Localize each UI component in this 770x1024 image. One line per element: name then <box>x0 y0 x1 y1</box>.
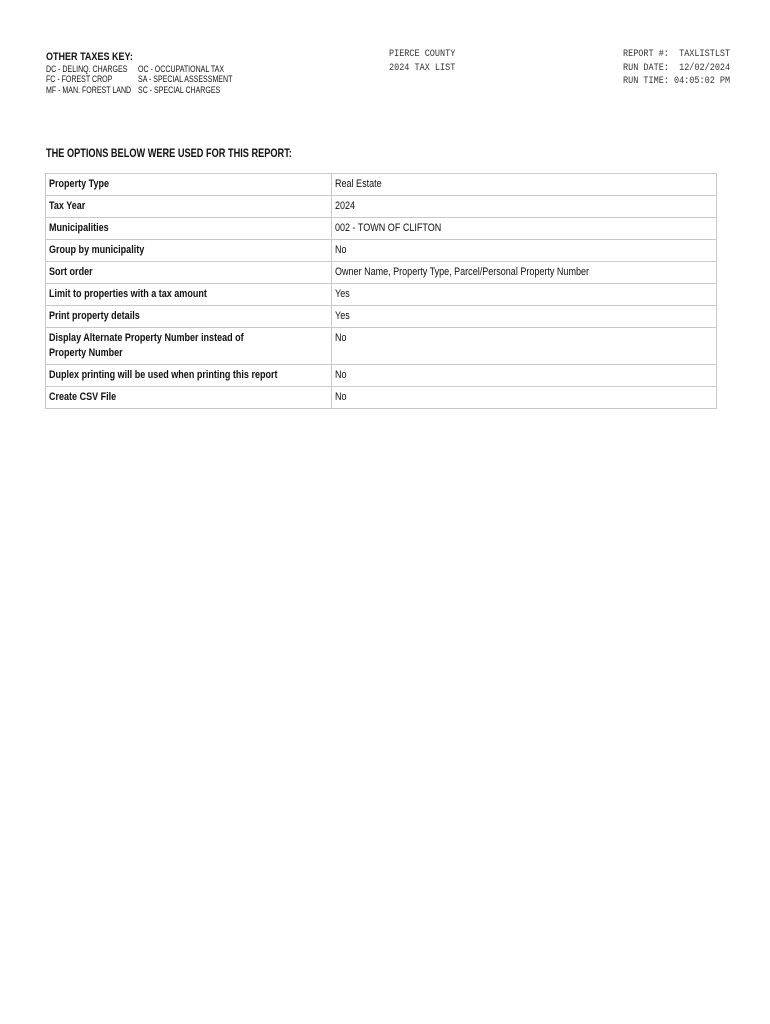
option-value <box>331 174 716 196</box>
option-value <box>331 306 716 328</box>
run-time: RUN TIME: 04:05:02 PM <box>623 76 731 87</box>
table-row <box>46 387 717 409</box>
option-value <box>331 218 716 240</box>
option-label-text: Group by municipality <box>49 244 145 256</box>
option-label <box>46 387 332 409</box>
key-entry: SA - SPECIAL ASSESSMENT <box>138 74 233 85</box>
key-entry: SC - SPECIAL CHARGES <box>138 84 221 95</box>
option-label-text: Duplex printing will be used when printing this report <box>49 369 278 381</box>
option-value-text: Owner Name, Property Type, Parcel/Personal Property Number <box>334 266 589 278</box>
table-row <box>46 365 717 387</box>
option-value <box>331 196 716 218</box>
table-row <box>46 174 717 196</box>
option-label-text: Tax Year <box>49 200 86 212</box>
option-label <box>46 306 332 328</box>
option-label-text: Print property details <box>49 310 140 322</box>
option-label-text: Limit to properties with a tax amount <box>49 288 207 300</box>
report-header <box>389 48 467 75</box>
table-row <box>46 262 717 284</box>
key-entry: DC - DELINQ. CHARGES <box>46 64 128 74</box>
option-value-text: No <box>334 244 347 256</box>
report-number: REPORT #: TAXLISTLST <box>623 49 731 60</box>
key-entry: FC - FOREST CROP <box>46 74 113 85</box>
run-date: RUN DATE: 12/02/2024 <box>623 62 731 74</box>
options-heading-text: THE OPTIONS BELOW WERE USED FOR THIS REPORT: <box>46 148 292 160</box>
key-column-1 <box>46 64 152 95</box>
option-value <box>331 365 716 387</box>
option-value-text: No <box>334 369 347 381</box>
option-label <box>46 328 332 365</box>
table-row <box>46 328 717 365</box>
option-label-text: Municipalities <box>49 222 109 234</box>
option-value <box>331 387 716 409</box>
options-heading <box>46 148 353 160</box>
option-value <box>331 262 716 284</box>
report-meta <box>623 48 749 89</box>
option-label-text: Property Type <box>49 178 109 190</box>
option-label <box>46 284 332 306</box>
option-value-text: No <box>334 332 347 344</box>
county-name: PIERCE COUNTY <box>389 49 456 60</box>
other-taxes-key <box>46 47 233 95</box>
option-value-text: Yes <box>334 288 350 300</box>
option-value-text: Real Estate <box>334 178 382 190</box>
table-row <box>46 240 717 262</box>
option-value <box>331 284 716 306</box>
option-value-text: 002 - TOWN OF CLIFTON <box>334 222 441 234</box>
option-label <box>46 196 332 218</box>
option-value-text: No <box>334 391 347 403</box>
table-row <box>46 284 717 306</box>
option-label <box>46 218 332 240</box>
option-label <box>46 365 332 387</box>
option-value <box>331 328 716 365</box>
option-label <box>46 262 332 284</box>
option-value <box>331 240 716 262</box>
key-entry: OC - OCCUPATIONAL TAX <box>138 64 225 74</box>
option-value-text: Yes <box>334 310 350 322</box>
key-title: OTHER TAXES KEY: <box>46 51 133 63</box>
table-row <box>46 196 717 218</box>
key-entry: MF - MAN. FOREST LAND <box>46 84 132 95</box>
option-label-text: Create CSV File <box>49 391 117 403</box>
option-label <box>46 240 332 262</box>
option-label-text: Display Alternate Property Number instead of Property Number <box>49 332 244 359</box>
option-value-text: 2024 <box>334 200 355 212</box>
key-column-2 <box>138 64 256 95</box>
options-table <box>45 173 717 409</box>
option-label-text: Sort order <box>49 266 93 278</box>
table-row <box>46 306 717 328</box>
report-name: 2024 TAX LIST <box>389 62 456 74</box>
table-row <box>46 218 717 240</box>
option-label <box>46 174 332 196</box>
